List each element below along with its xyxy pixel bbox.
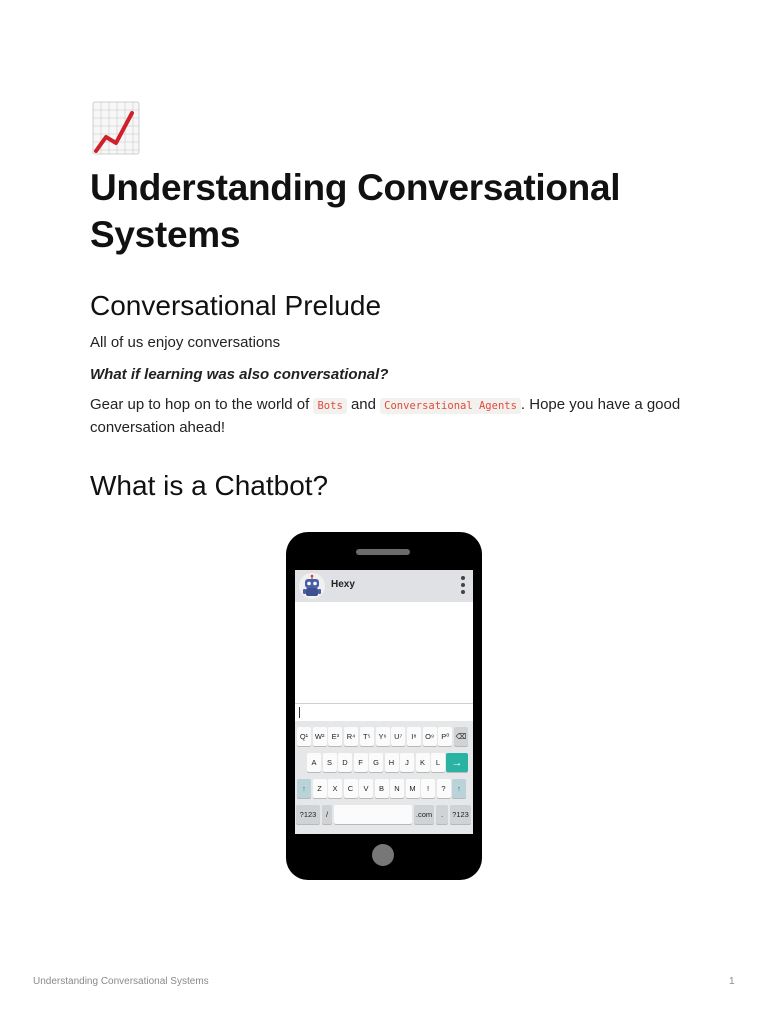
phone-speaker	[356, 549, 410, 555]
keyboard-key: K	[416, 753, 430, 772]
keyboard-row-1	[295, 727, 473, 747]
keyboard-key: X	[328, 779, 342, 798]
keyboard-row-3	[295, 779, 473, 799]
keyboard-key: T⁵	[360, 727, 374, 746]
section-heading-prelude: Conversational Prelude	[90, 290, 382, 321]
section-heading-chatbot: What is a Chatbot?	[90, 470, 329, 501]
keyboard-key: V	[359, 779, 373, 798]
footer-page-number: 1	[729, 976, 735, 987]
prelude-line-2: What if learning was also conversational?	[90, 366, 389, 383]
code-bots: Bots	[313, 398, 346, 414]
prelude-paragraph	[90, 394, 690, 439]
prelude-text-after: . Hope you have a good conversation ahead!	[90, 396, 681, 436]
keyboard-key: B	[375, 779, 389, 798]
keyboard-key: ↑	[297, 779, 311, 798]
keyboard-key: C	[344, 779, 358, 798]
keyboard-key: W²	[313, 727, 327, 746]
prelude-line-1: All of us enjoy conversations	[90, 334, 281, 351]
keyboard-key: J	[400, 753, 414, 772]
keyboard-key: H	[385, 753, 399, 772]
more-options-icon	[460, 576, 466, 596]
message-input	[295, 703, 473, 723]
home-button	[372, 844, 394, 866]
keyboard-key: .	[436, 805, 448, 824]
keyboard-key: D	[338, 753, 352, 772]
keyboard-key: N	[390, 779, 404, 798]
keyboard-key: ⌫	[454, 727, 468, 746]
keyboard-key: Y⁶	[376, 727, 390, 746]
keyboard-key: ?123	[296, 805, 320, 824]
text-caret	[299, 707, 300, 718]
keyboard-key: ↑	[452, 779, 466, 798]
prelude-text-before: Gear up to hop on to the world of	[90, 396, 314, 413]
keyboard-row-4	[295, 805, 473, 825]
keyboard-space-key	[334, 805, 412, 824]
footer-document-title: Understanding Conversational Systems	[33, 976, 209, 987]
keyboard-key: A	[307, 753, 321, 772]
keyboard-key: ?123	[450, 805, 471, 824]
chart-increasing-icon	[92, 101, 140, 155]
robot-avatar-icon	[299, 573, 325, 599]
keyboard-key: Q¹	[297, 727, 311, 746]
keyboard-key: →	[446, 753, 468, 772]
keyboard-key: /	[322, 805, 332, 824]
keyboard-key: .com	[414, 805, 434, 824]
prelude-text-mid: and	[346, 396, 381, 413]
code-conversational-agents: Conversational Agents	[380, 398, 521, 414]
phone-illustration	[286, 532, 482, 880]
keyboard-key: M	[406, 779, 420, 798]
bot-name: Hexy	[331, 579, 355, 590]
keyboard-key: Z	[313, 779, 327, 798]
page-title: Understanding Conversational Systems	[90, 167, 621, 255]
keyboard-key: L	[431, 753, 445, 772]
keyboard-key: E³	[328, 727, 342, 746]
keyboard-key: P⁰	[438, 727, 452, 746]
keyboard-key: S	[323, 753, 337, 772]
keyboard-key: !	[421, 779, 435, 798]
keyboard-key: U⁷	[391, 727, 405, 746]
keyboard-key: I⁸	[407, 727, 421, 746]
chat-header	[295, 570, 473, 602]
keyboard-row-2	[295, 753, 473, 773]
keyboard-key: ?	[437, 779, 451, 798]
keyboard-key: F	[354, 753, 368, 772]
keyboard-key: G	[369, 753, 383, 772]
keyboard-key: R⁴	[344, 727, 358, 746]
on-screen-keyboard	[295, 721, 473, 834]
phone-screen	[295, 570, 473, 834]
keyboard-key: O⁹	[423, 727, 437, 746]
